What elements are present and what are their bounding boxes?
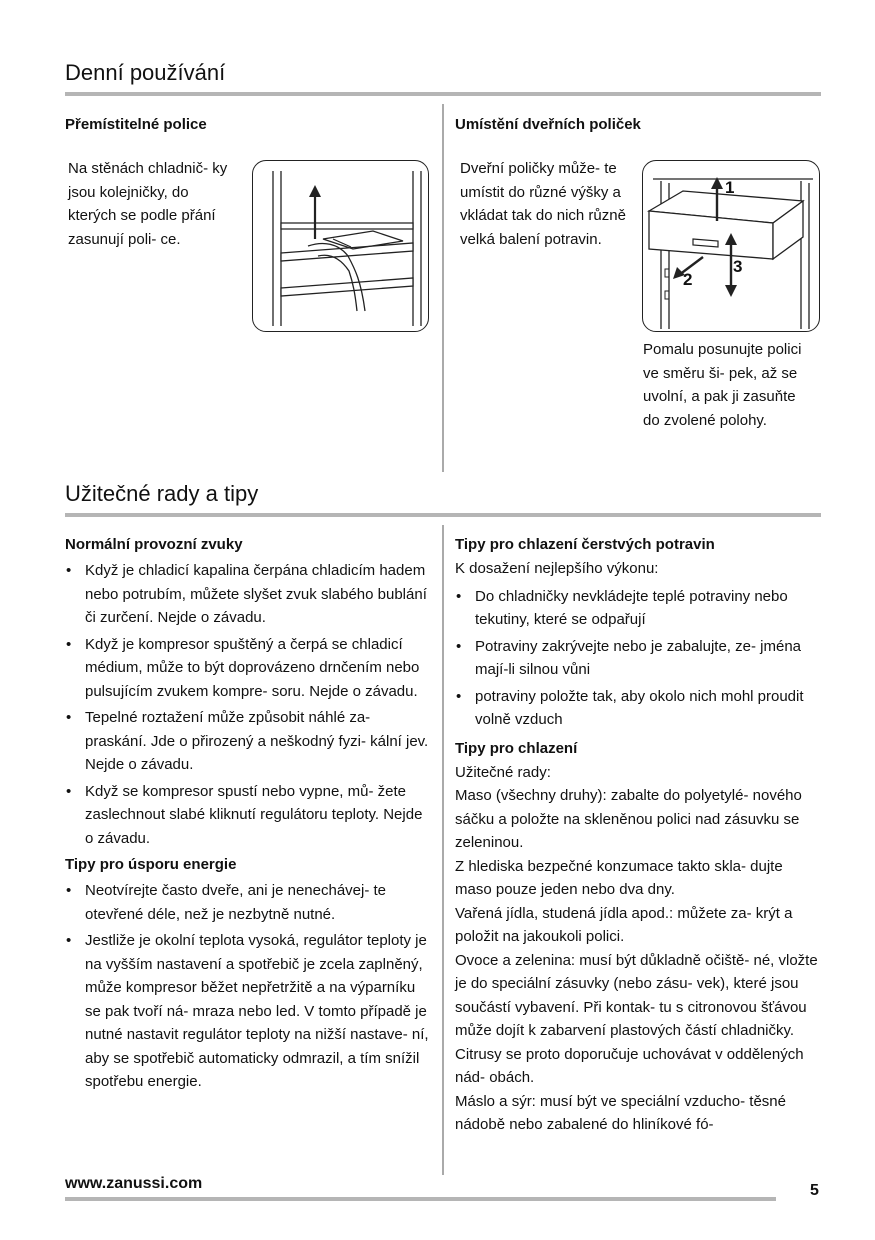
subsection-heading: Tipy pro chlazení — [455, 739, 578, 757]
body-text: Na stěnách chladnič- ky jsou kolejničky, do kterých se podle přání zasunují poli- ce. — [68, 160, 228, 248]
list-item: • Když se kompresor spustí nebo vypne, mů- žete zaslechnout slabé kliknutí regulátoru teploty. Nejde o závadu. — [65, 780, 433, 851]
section-divider — [65, 92, 821, 96]
list-item: • Když je kompresor spuštěný a čerpá se chladicí médium, může to být doprovázeno drnčením nebo pulsujícím zvukem kompre- soru. Nejde o závadu. — [65, 633, 433, 704]
callout-2: 2 — [683, 270, 693, 289]
body-text: Dveřní poličky může- te umístit do různé výšky a vkládat tak do nich různě velká balení potravin. — [460, 160, 626, 248]
section-title: Denní používání — [65, 60, 226, 85]
callout-3: 3 — [733, 257, 743, 276]
paragraph: Užitečné rady: — [455, 763, 551, 781]
paragraph: Máslo a sýr: musí být ve speciální vzducho- těsné nádobě nebo zabalené do hliníkové fó- — [455, 1092, 786, 1133]
subsection-heading: Tipy pro chlazení čerstvých potravin — [455, 536, 715, 553]
intro-text: K dosažení nejlepšího výkonu: — [455, 560, 659, 577]
footer-website[interactable]: www.zanussi.com — [65, 1175, 203, 1192]
subsection-heading: Přemístitelné police — [65, 116, 207, 133]
column-divider — [442, 104, 444, 472]
bullet-list — [65, 879, 433, 1094]
list-item: • potraviny položte tak, aby okolo nich mohl proudit volně vzduch — [455, 685, 819, 732]
list-item: • Potraviny zakrývejte nebo je zabalujte, ze- jména mají-li silnou vůni — [455, 635, 819, 682]
shelf-illustration — [252, 160, 429, 332]
footer-divider — [65, 1197, 776, 1201]
left-column — [65, 536, 433, 1097]
section-title: Užitečné rady a tipy — [65, 481, 259, 506]
subsection-heading: Tipy pro úsporu energie — [65, 856, 237, 873]
paragraph: Ovoce a zelenina: musí být důkladně očiště- né, vložte je do speciální zásuvky (nebo zásu- vek), které jsou součástí vybavení. Při kontak- tu s citronovou šťávou může dojít k zabarvení plastových částí chladničky. Citrusy se proto doporučuje uchovávat v oddělených nád- obách. — [455, 951, 818, 1086]
callout-1: 1 — [725, 178, 735, 197]
illustration-caption: Pomalu posunujte polici ve směru ši- pek, až se uvolní, a pak ji zasuňte do zvolené polohy. — [643, 341, 802, 429]
paragraph: Maso (všechny druhy): zabalte do polyetylé- nového sáčku a položte na skleněnou polici nad zásuvku se zeleninou. — [455, 787, 802, 851]
list-item: • Jestliže je okolní teplota vysoká, regulátor teploty je na vyšším nastavení a spotřebič je zcela zaplněný, může kompresor běžet nepřetržitě a na výparníku se pak tvoří ná- mraza nebo led. V tomto případě je nutné nastavit regulátor teploty na nižší nastave- ní, aby se spotřebič automaticky odmrazil, a tím snížil spotřebu energie. — [65, 929, 433, 1094]
list-item: • Tepelné roztažení může způsobit náhlé za- praskání. Jde o přirozený a neškodný fyzi- kální jev. Nejde o závadu. — [65, 706, 433, 777]
paragraph: Z hlediska bezpečné konzumace takto skla- dujte maso pouze jeden nebo dva dny. — [455, 857, 783, 898]
list-item: • Do chladničky nevkládejte teplé potraviny nebo tekutiny, které se odpařují — [455, 585, 819, 632]
bullet-list — [455, 585, 819, 732]
section-divider — [65, 513, 821, 517]
list-item: • Když je chladicí kapalina čerpána chladicím hadem nebo potrubím, můžete slyšet zvuk slabého bublání či zurčení. Nejde o závadu. — [65, 559, 433, 630]
subsection-heading: Normální provozní zvuky — [65, 536, 243, 553]
bullet-list — [65, 559, 433, 850]
paragraph: Vařená jídla, studená jídla apod.: můžete za- krýt a položit na jakoukoli polici. — [455, 904, 793, 945]
right-column — [455, 536, 819, 1137]
subsection-heading: Umístění dveřních poliček — [455, 116, 641, 133]
list-item: • Neotvírejte často dveře, ani je nenechávej- te otevřené déle, než je nezbytně nutné. — [65, 879, 433, 926]
column-divider — [442, 525, 444, 1175]
door-shelf-illustration — [642, 160, 820, 332]
page-number: 5 — [810, 1182, 819, 1199]
